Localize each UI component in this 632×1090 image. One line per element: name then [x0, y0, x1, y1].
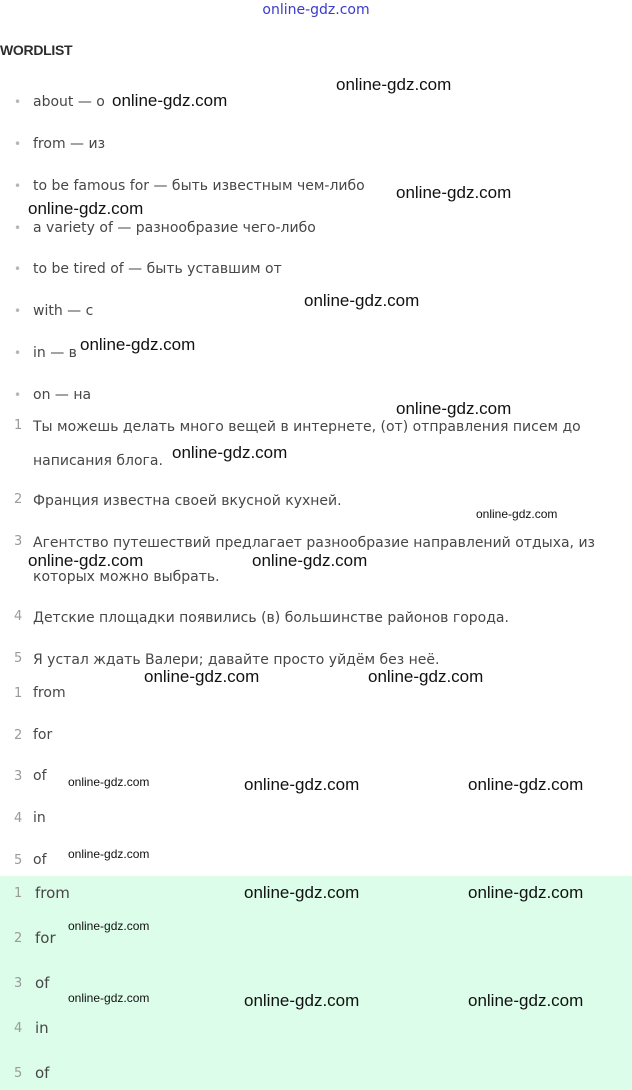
answer-text: from: [35, 884, 70, 902]
watermark: online-gdz.com: [476, 507, 558, 521]
sentence-item: [14, 526, 632, 594]
wordlist-item-text: in — в: [33, 345, 77, 361]
wordlist-item: [14, 386, 91, 404]
item-number: 3: [14, 534, 23, 549]
wordlist-item: [14, 344, 77, 362]
item-number: 3: [14, 976, 23, 991]
wordlist-item: [14, 177, 365, 195]
wordlist-item-text: to be famous for — быть известным чем-либо: [33, 178, 365, 194]
answer-item: [14, 884, 632, 902]
bullet-icon: •: [14, 137, 22, 151]
answer-item: [14, 851, 632, 869]
sentence-item: [14, 643, 632, 677]
watermark: online-gdz.com: [80, 335, 196, 354]
item-number: 1: [14, 886, 23, 901]
answer-text: of: [35, 974, 50, 992]
watermark: online-gdz.com: [112, 91, 228, 110]
item-number: 4: [14, 1021, 23, 1036]
answer-text: from: [33, 685, 66, 701]
sentence-item: [14, 601, 632, 635]
item-number: 5: [14, 651, 23, 666]
watermark: online-gdz.com: [172, 443, 288, 462]
watermark: online-gdz.com: [28, 199, 144, 218]
wordlist-item-text: with — с: [33, 303, 94, 319]
item-number: 2: [14, 728, 23, 743]
answer-item: [14, 929, 632, 947]
answer-text: in: [35, 1019, 49, 1037]
watermark: online-gdz.com: [68, 775, 150, 789]
wordlist-item-text: a variety of — разнообразие чего-либо: [33, 220, 316, 236]
wordlist-item: [14, 135, 105, 153]
item-number: 4: [14, 609, 23, 624]
watermark: online-gdz.com: [68, 847, 150, 861]
watermark: online-gdz.com: [468, 775, 584, 794]
sentence-item: [14, 484, 632, 518]
bullet-icon: •: [14, 221, 22, 235]
wordlist-item-text: from — из: [33, 136, 106, 152]
item-number: 1: [14, 418, 23, 433]
answer-text: of: [33, 768, 47, 784]
bullet-icon: •: [14, 262, 22, 276]
answer-text: for: [35, 929, 56, 947]
item-number: 1: [14, 686, 23, 701]
watermark: online-gdz.com: [244, 775, 360, 794]
answer-highlight-box: [0, 876, 632, 1090]
answer-item: [14, 1019, 632, 1037]
watermark: online-gdz.com: [252, 551, 368, 570]
answer-item: [14, 684, 632, 702]
item-number: 4: [14, 811, 23, 826]
watermark: online-gdz.com: [468, 883, 584, 902]
bullet-icon: •: [14, 388, 22, 402]
wordlist-item-text: to be tired of — быть уставшим от: [33, 261, 282, 277]
answer-item: [14, 1064, 632, 1082]
watermark: online-gdz.com: [244, 883, 360, 902]
sentence-text: Детские площадки появились (в) большинстве районов города.: [33, 610, 509, 626]
sentence-item: [14, 410, 632, 478]
site-header-link[interactable]: online-gdz.com: [262, 2, 370, 18]
sentence-text: Агентство путешествий предлагает разнообразие направлений отдыха, из которых можно выбрать.: [33, 535, 595, 585]
answer-item: [14, 726, 632, 744]
wordlist-heading: WORDLIST: [0, 42, 73, 58]
sentence-text: Ты можешь делать много вещей в интернете, (от) отправления писем до написания блога.: [33, 419, 581, 469]
wordlist-item-text: about — о: [33, 94, 105, 110]
wordlist-item: [14, 93, 105, 111]
wordlist-item: [14, 302, 93, 320]
watermark: online-gdz.com: [396, 183, 512, 202]
item-number: 2: [14, 492, 23, 507]
watermark: online-gdz.com: [28, 551, 144, 570]
answer-item: [14, 767, 632, 785]
watermark: online-gdz.com: [68, 991, 150, 1005]
answer-item: [14, 809, 632, 827]
sentence-text: Я устал ждать Валери; давайте просто уйдём без неё.: [33, 652, 440, 668]
wordlist-item-text: on — на: [33, 387, 92, 403]
bullet-icon: •: [14, 179, 22, 193]
answer-item: [14, 974, 632, 992]
watermark: online-gdz.com: [336, 75, 452, 94]
bullet-icon: •: [14, 95, 22, 109]
bullet-icon: •: [14, 346, 22, 360]
item-number: 5: [14, 1066, 23, 1081]
watermark: online-gdz.com: [68, 919, 150, 933]
watermark: online-gdz.com: [144, 667, 260, 686]
bullet-icon: •: [14, 304, 22, 318]
watermark: online-gdz.com: [244, 991, 360, 1010]
answer-text: for: [33, 727, 53, 743]
answer-text: of: [33, 852, 47, 868]
wordlist-item: [14, 260, 282, 278]
wordlist-item: [14, 219, 316, 237]
answer-text: of: [35, 1064, 50, 1082]
sentence-text: Франция известна своей вкусной кухней.: [33, 493, 342, 509]
watermark: online-gdz.com: [368, 667, 484, 686]
watermark: online-gdz.com: [396, 399, 512, 418]
answer-text: in: [33, 810, 46, 826]
item-number: 2: [14, 931, 23, 946]
watermark: online-gdz.com: [468, 991, 584, 1010]
item-number: 5: [14, 853, 23, 868]
watermark: online-gdz.com: [304, 291, 420, 310]
item-number: 3: [14, 769, 23, 784]
